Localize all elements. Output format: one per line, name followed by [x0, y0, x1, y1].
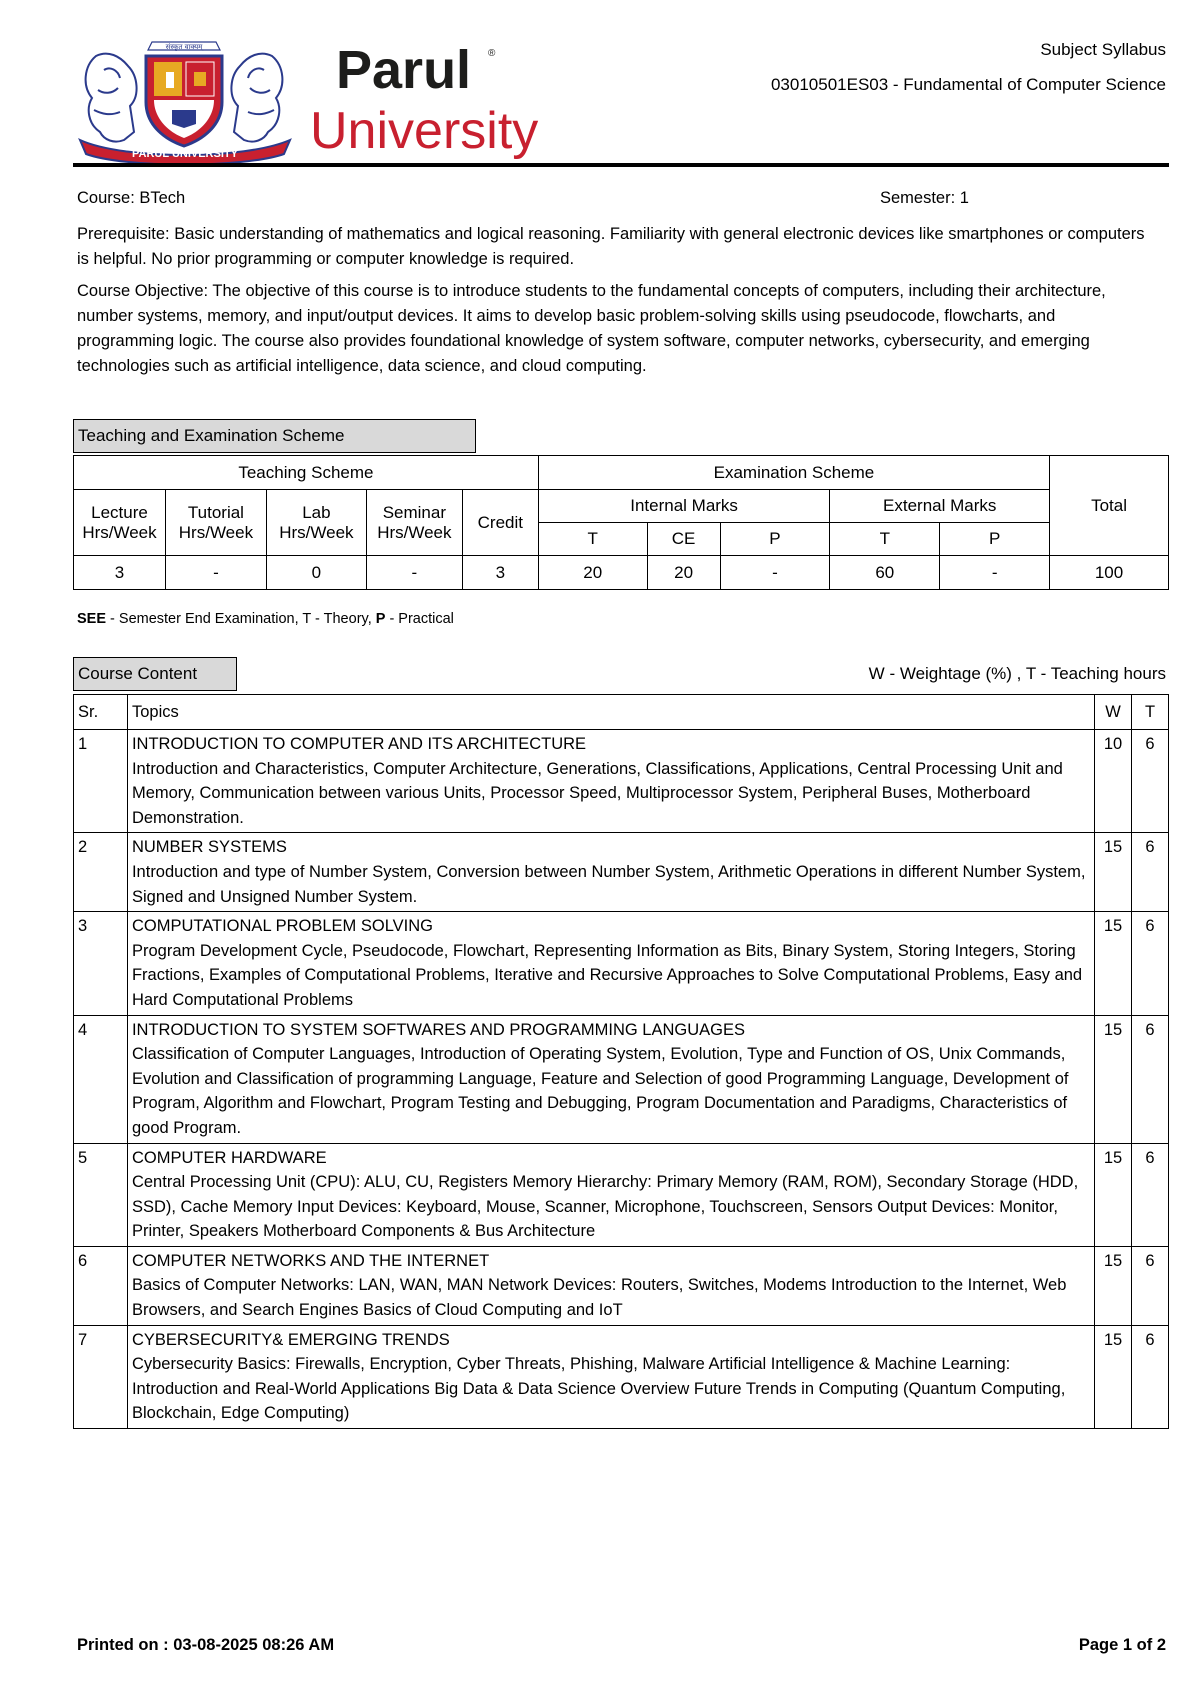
table-row	[74, 1246, 1169, 1325]
topic-title: INTRODUCTION TO COMPUTER AND ITS ARCHITECTURE	[131, 735, 587, 753]
topic-title: NUMBER SYSTEMS	[131, 838, 287, 857]
printed-on: Printed on : 03-08-2025 08:26 AM	[77, 1636, 335, 1654]
row-hours: 6	[1132, 912, 1169, 1015]
external-t-value: 60	[830, 556, 940, 590]
lab-header: Lab Hrs/Week	[266, 490, 366, 556]
total-header: Total	[1050, 456, 1169, 556]
header-right	[771, 40, 1166, 110]
topic-description: Introduction and type of Number System, Conversion between Number System, Arithmetic Operations in different Number System, Signed and Unsigned Number System.	[131, 862, 1086, 906]
table-row	[74, 1143, 1169, 1246]
topic-title: INTRODUCTION TO SYSTEM SOFTWARES AND PROGRAMMING LANGUAGES	[131, 1020, 745, 1039]
lab-value: 0	[266, 556, 366, 590]
subject-title: 03010501ES03 - Fundamental of Computer Science	[770, 75, 1166, 94]
external-marks-header: External Marks	[830, 490, 1050, 523]
crest-shield-icon	[146, 56, 222, 146]
course-name: Course: BTech	[77, 189, 186, 207]
row-hours: 6	[1132, 833, 1169, 912]
semester: Semester: 1	[880, 189, 969, 207]
right-lion-icon	[231, 54, 282, 142]
topic-description: Basics of Computer Networks: LAN, WAN, MAN Network Devices: Routers, Switches, Modems Introduction to the Internet, Web Browsers, and Search Engines Basics of Cloud Computing and IoT	[131, 1276, 1067, 1320]
table-row	[74, 833, 1169, 912]
row-weightage: 15	[1095, 1325, 1132, 1428]
seminar-value: -	[366, 556, 462, 590]
row-weightage: 10	[1095, 730, 1132, 833]
course-content-table	[73, 694, 1169, 1429]
row-topic	[127, 833, 1094, 912]
internal-ce-value: 20	[647, 556, 720, 590]
col-topics: Topics	[127, 695, 1094, 730]
internal-t-value: 20	[538, 556, 647, 590]
table-row	[74, 730, 1169, 833]
scheme-table	[73, 455, 1169, 590]
logo-ribbon-text: PARUL UNIVERSITY	[132, 148, 238, 160]
weightage-note: W - Weightage (%) , T - Teaching hours	[868, 664, 1166, 683]
left-lion-icon	[86, 54, 137, 142]
topic-description: Introduction and Characteristics, Computer Architecture, Generations, Classifications, Applications, Central Processing Unit and Memory, Communication between various Units, Processor Speed, Multiprocessor System, Peripheral Buses, Motherboard Demonstration.	[131, 759, 1063, 827]
logo-wordmark-parul: Parul	[336, 40, 472, 100]
row-topic	[127, 1325, 1094, 1428]
topic-description: Central Processing Unit (CPU): ALU, CU, Registers Memory Hierarchy: Primary Memory (RAM, ROM), Secondary Storage (HDD, SSD), Cache Memory Input Devices: Keyboard, Mouse, Scanner, Microphone, Touchscreen, Sensors Output Devices: Monitor, Printer, Speakers Motherboard Components & Bus Architecture	[131, 1173, 1079, 1241]
row-sr: 5	[74, 1143, 128, 1246]
row-sr: 6	[74, 1246, 128, 1325]
total-value: 100	[1050, 556, 1169, 590]
row-sr: 7	[74, 1325, 128, 1428]
page-number: Page 1 of 2	[1078, 1636, 1166, 1654]
row-weightage: 15	[1095, 1246, 1132, 1325]
row-hours: 6	[1132, 730, 1169, 833]
row-sr: 2	[74, 833, 128, 912]
row-hours: 6	[1132, 1015, 1169, 1143]
tutorial-header: Tutorial Hrs/Week	[165, 490, 266, 556]
credit-value: 3	[462, 556, 538, 590]
row-weightage: 15	[1095, 1015, 1132, 1143]
doc-type: Subject Syllabus	[1040, 40, 1166, 59]
table-row	[74, 912, 1169, 1015]
row-hours: 6	[1132, 1246, 1169, 1325]
col-sr: Sr.	[74, 695, 128, 730]
topic-title: COMPUTER NETWORKS AND THE INTERNET	[131, 1251, 490, 1270]
internal-marks-header: Internal Marks	[538, 490, 830, 523]
lecture-value: 3	[74, 556, 166, 590]
logo-tagline: संस्कृत वाक्यम्	[165, 43, 203, 51]
table-row	[74, 1015, 1169, 1143]
lecture-header: Lecture Hrs/Week	[74, 490, 166, 556]
content-section-label: Course Content	[73, 657, 237, 691]
topic-title: COMPUTER HARDWARE	[131, 1148, 327, 1167]
prerequisite: Prerequisite: Basic understanding of mathematics and logical reasoning. Familiarity with general electronic devices like smartphones or computers is helpful. No prior programming or computer knowledge is required.	[77, 225, 1145, 268]
topic-description: Cybersecurity Basics: Firewalls, Encryption, Cyber Threats, Phishing, Malware Artificial Intelligence & Machine Learning: Introduction and Real-World Applications Big Data & Data Science Overview Future Trends in Computing (Quantum Computing, Blockchain, Edge Computing)	[131, 1355, 1066, 1423]
parul-university-logo	[74, 36, 564, 164]
scheme-section-label: Teaching and Examination Scheme	[73, 419, 476, 453]
row-sr: 4	[74, 1015, 128, 1143]
header-divider	[73, 163, 1169, 167]
row-topic	[127, 912, 1094, 1015]
topic-description: Classification of Computer Languages, Introduction of Operating System, Evolution, Type and Function of OS, Unix Commands, Evolution and Classification of programming Language, Feature and Selection of good Programming Language, Development of Program, Algorithm and Flowchart, Program Testing and Debugging, Program Documentation and Paradigms, Characteristics of good Program.	[131, 1045, 1069, 1137]
row-topic	[127, 730, 1094, 833]
row-sr: 1	[74, 730, 128, 833]
topic-description: Program Development Cycle, Pseudocode, Flowchart, Representing Information as Bits, Binary System, Storing Integers, Storing Fractions, Examples of Computational Problems, Iterative and Recursive Approaches to Solve Computational Problems, Easy and Hard Computational Problems	[131, 941, 1083, 1009]
logo-wordmark-university: University	[310, 102, 539, 160]
col-weightage: W	[1095, 695, 1132, 730]
exam-scheme-header: Examination Scheme	[538, 456, 1049, 490]
scheme-values-row	[74, 556, 1169, 590]
scheme-legend: SEE - Semester End Examination, T - Theory, P - Practical	[77, 611, 454, 627]
row-topic	[127, 1015, 1094, 1143]
external-t-header: T	[830, 523, 940, 556]
row-weightage: 15	[1095, 912, 1132, 1015]
topic-title: COMPUTATIONAL PROBLEM SOLVING	[131, 917, 433, 936]
external-p-value: -	[940, 556, 1050, 590]
row-weightage: 15	[1095, 833, 1132, 912]
content-header-row	[74, 695, 1169, 730]
teaching-scheme-header: Teaching Scheme	[74, 456, 539, 490]
internal-ce-header: CE	[647, 523, 720, 556]
row-hours: 6	[1132, 1143, 1169, 1246]
table-row	[74, 1325, 1169, 1428]
internal-p-header: P	[720, 523, 830, 556]
row-sr: 3	[74, 912, 128, 1015]
course-objective: Course Objective: The objective of this course is to introduce students to the fundamental concepts of computers, including their architecture, number systems, memory, and input/output devices. It aims to develop basic problem-solving skills using pseudocode, flowcharts, and programming logic. The course also provides foundational knowledge of system software, computer networks, cybersecurity, and emerging technologies such as artificial intelligence, data science, and cloud computing.	[77, 282, 1106, 375]
seminar-header: Seminar Hrs/Week	[366, 490, 462, 556]
internal-p-value: -	[720, 556, 830, 590]
logo-registered-mark: ®	[488, 48, 496, 59]
row-hours: 6	[1132, 1325, 1169, 1428]
row-topic	[127, 1143, 1094, 1246]
internal-t-header: T	[538, 523, 647, 556]
col-teaching-hours: T	[1132, 695, 1169, 730]
tutorial-value: -	[165, 556, 266, 590]
topic-title: CYBERSECURITY& EMERGING TRENDS	[131, 1330, 450, 1349]
external-p-header: P	[940, 523, 1050, 556]
credit-header: Credit	[462, 490, 538, 556]
row-weightage: 15	[1095, 1143, 1132, 1246]
row-topic	[127, 1246, 1094, 1325]
